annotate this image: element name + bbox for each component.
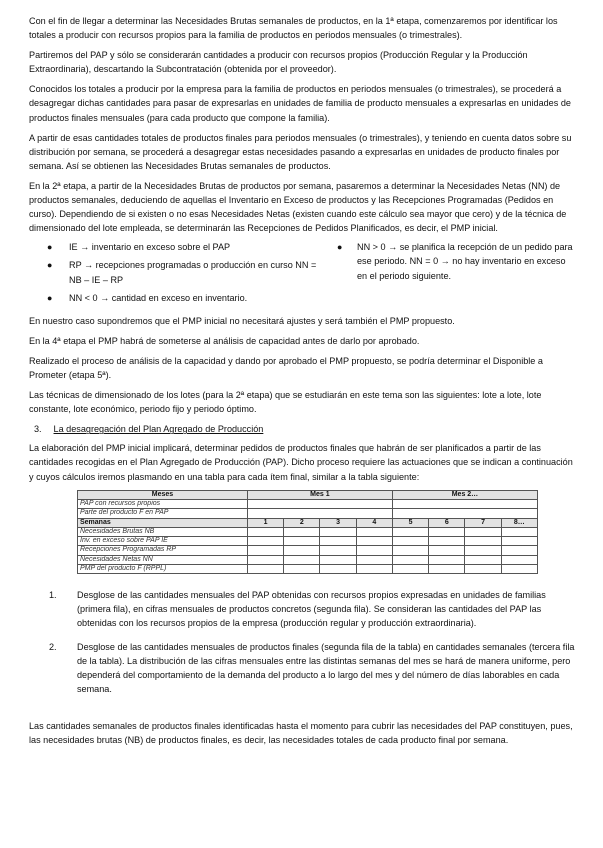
table-row-label: PAP con recursos propios [78, 499, 248, 508]
table-cell [392, 555, 428, 564]
intro-paragraph-2: Partiremos del PAP y sólo se considerarán cantidades a producir con recursos propios (Producción Regular y la Producción Extraordinaria), descartando la Subcontratación (obtenida por el proveedor). [29, 50, 528, 75]
table-row [78, 509, 538, 518]
table-cell [247, 546, 283, 555]
table-cell [465, 527, 501, 536]
table-cell [465, 546, 501, 555]
table-cell [356, 546, 392, 555]
table-cell [392, 499, 537, 508]
table-cell [320, 546, 356, 555]
section-title: La desagregación del Plan Agregado de Producción [53, 424, 264, 435]
table-header-row [78, 490, 538, 499]
intro-paragraph-3: Conocidos los totales a producir por la empresa para la familia de productos en periodos mensuales (o trimestrales), se procederá a desagregar dichas cantidades para pasar de expresarlas en unidades de familia de producto mensuales a expresarlas en unidades de productos finales mensuales (para cada producto que compone la familia). [29, 84, 571, 123]
table-cell [392, 537, 428, 546]
bullet-item [329, 240, 577, 282]
table-row-label: Recepciones Programadas RP [78, 546, 248, 555]
table-cell [501, 537, 537, 546]
table-cell [320, 527, 356, 536]
table-cell [465, 537, 501, 546]
table-cell [501, 565, 537, 574]
numbered-item [29, 588, 577, 630]
numbered-item [29, 640, 577, 696]
table-cell [429, 546, 465, 555]
bullet-item [29, 240, 329, 254]
bullet-icon: ● [47, 242, 53, 253]
table-header-month-1: Mes 1 [247, 490, 392, 499]
table-cell [392, 565, 428, 574]
table-week-number: 3 [320, 518, 356, 527]
table-row-label: Parte del producto F en PAP [78, 509, 248, 518]
table-cell [320, 565, 356, 574]
table-cell [320, 555, 356, 564]
item-text: Desglose de las cantidades mensuales del PAP obtenidas con recursos propios expresadas en unidades de familias (primera fila), en cifras mensuales de productos concretos (segunda fila). Se consideran las cantidades del PAP las obtenidas con los recursos propios de la empresa (producción regular y producción extraordinaria). [77, 590, 546, 629]
closing-paragraph: Las cantidades semanales de productos finales identificadas hasta el momento para cubrir las necesidades del PAP constituyen, pues, las necesidades brutas (NB) de productos finales, es decir, las necesidades totales de cada producto final por semana. [29, 720, 573, 746]
table-week-number: 8… [501, 518, 537, 527]
pmp-table [77, 490, 538, 575]
table-cell [501, 527, 537, 536]
section-intro-paragraph: La elaboración del PMP inicial implicará, determinar pedidos de productos finales que habrán de ser planificados a partir de las cantidades recogidas en el Plan Agregado de Producción (PAP). Dicho proceso requiere las actuaciones que se indican a continuación y cuyos cálculos iremos plasmando en una tabla para cada ítem final, similar a la tabla siguiente: [29, 443, 573, 482]
table-header-months: Meses [78, 490, 248, 499]
item-number: 1. [49, 590, 57, 601]
table-row [78, 546, 538, 555]
table-row-label: Necesidades Brutas NB [78, 527, 248, 536]
bullet-column-right [329, 240, 577, 308]
table-cell [501, 546, 537, 555]
table-cell [356, 565, 392, 574]
intro-paragraph-4: A partir de esas cantidades totales de productos finales para periodos mensuales (o trimestrales), y teniendo en cuenta datos sobre su distribución por semana, se procederá a desagregar estas necesidades pasando a expresarlas en unidades de producto finales por semana. Así se obtienen las Necesidades Brutas semanales de productos. [29, 132, 572, 171]
table-cell [465, 555, 501, 564]
table-cell [429, 537, 465, 546]
pmp-table-figure [77, 490, 538, 575]
table-row [78, 537, 538, 546]
table-cell [284, 537, 320, 546]
table-cell [356, 537, 392, 546]
table-week-number: 7 [465, 518, 501, 527]
table-cell [356, 527, 392, 536]
table-cell [247, 565, 283, 574]
table-week-number: 4 [356, 518, 392, 527]
bullet-column-left [29, 240, 329, 308]
table-cell [429, 565, 465, 574]
table-row [78, 565, 538, 574]
table-cell [465, 565, 501, 574]
middle-paragraph-3: Realizado el proceso de análisis de la capacidad y dando por aprobado el PMP propuesto, se podría determinar el Disponible a Prometer (etapa 5ª). [29, 355, 543, 380]
table-header-month-2: Mes 2… [392, 490, 537, 499]
bullet-item [29, 291, 329, 305]
middle-paragraph-2: En la 4ª etapa el PMP habrá de someterse al análisis de capacidad antes de darlo por aprobado. [29, 335, 420, 346]
table-cell [284, 527, 320, 536]
table-row-label: PMP del producto F (RPPL) [78, 565, 248, 574]
numbered-list [29, 588, 577, 696]
bullet-icon: ● [47, 292, 53, 303]
middle-paragraph-4: Las técnicas de dimensionado de los lotes (para la 2ª etapa) que se estudiarán en este tema son las siguientes: lote a lote, lote constante, lote económico, periodo fijo y periodo óptimo. [29, 390, 542, 415]
table-cell [247, 527, 283, 536]
table-cell [247, 509, 392, 518]
table-cell [284, 565, 320, 574]
table-cell [429, 555, 465, 564]
bullet-text: NN < 0 → cantidad en exceso en inventario. [69, 292, 248, 303]
section-number: 3. [34, 424, 42, 435]
bullet-text: RP → recepciones programadas o producción en curso NN = NB – IE – RP [69, 260, 317, 285]
table-cell [356, 555, 392, 564]
table-cell [501, 555, 537, 564]
table-row [78, 555, 538, 564]
table-week-number: 5 [392, 518, 428, 527]
table-week-number: 2 [284, 518, 320, 527]
table-week-number: 1 [247, 518, 283, 527]
table-weeks-row [78, 518, 538, 527]
table-weeks-label: Semanas [78, 518, 248, 527]
table-cell [429, 527, 465, 536]
section-heading [34, 422, 577, 436]
bullet-text: IE → inventario en exceso sobre el PAP [69, 242, 231, 253]
table-cell [392, 546, 428, 555]
table-row-label: Necesidades Netas NN [78, 555, 248, 564]
intro-paragraph-1: Con el fin de llegar a determinar las Necesidades Brutas semanales de productos, en la 1ª etapa, comenzaremos por identificar los totales a producir con recursos propios para la familia de productos en periodos mensuales (o trimestrales). [29, 16, 558, 41]
table-row [78, 499, 538, 508]
table-cell [320, 537, 356, 546]
table-row-label: Inv. en exceso sobre PAP IE [78, 537, 248, 546]
item-text: Desglose de las cantidades mensuales de productos finales (segunda fila de la tabla) en cantidades semanales (tercera fila de la tabla). La distribución de las cifras mensuales entre las distintas semanas del mes se hará de manera uniforme, pero dependerá del comportamiento de la demanda del producto a lo largo del mes y del número de días laborables en cada semana. [77, 641, 575, 694]
table-week-number: 6 [429, 518, 465, 527]
document-page [29, 14, 577, 753]
intro-paragraph-5: En la 2ª etapa, a partir de la Necesidades Brutas de productos por semana, pasaremos a determinar la Necesidades Netas (NN) de productos semanales, deduciendo de aquellas el Inventario en Exceso de productos y las Recepciones Programadas (Pedidos en curso). Dependiendo de si existen o no esas Necesidades Netas (existen cuando este cálculo sea mayor que cero) y de la técnica de dimensionado del lote empleada, se determinarán las Recepciones de Pedidos Planificados, es decir, el PMP inicial. [29, 180, 567, 234]
bullet-text: NN > 0 → se planifica la recepción de un pedido para ese periodo. NN = 0 → no hay inventario en exceso en el periodo siguiente. [357, 242, 573, 281]
bullet-icon: ● [47, 260, 53, 271]
table-cell [247, 537, 283, 546]
bullet-icon: ● [337, 242, 343, 253]
bullet-list [29, 240, 577, 308]
item-number: 2. [49, 641, 57, 652]
table-cell [392, 527, 428, 536]
table-cell [247, 499, 392, 508]
table-cell [247, 555, 283, 564]
table-cell [284, 555, 320, 564]
bullet-item [29, 258, 329, 286]
middle-paragraph-1: En nuestro caso supondremos que el PMP inicial no necesitará ajustes y será también el PMP propuesto. [29, 315, 455, 326]
table-cell [284, 546, 320, 555]
table-cell [392, 509, 537, 518]
table-row [78, 527, 538, 536]
